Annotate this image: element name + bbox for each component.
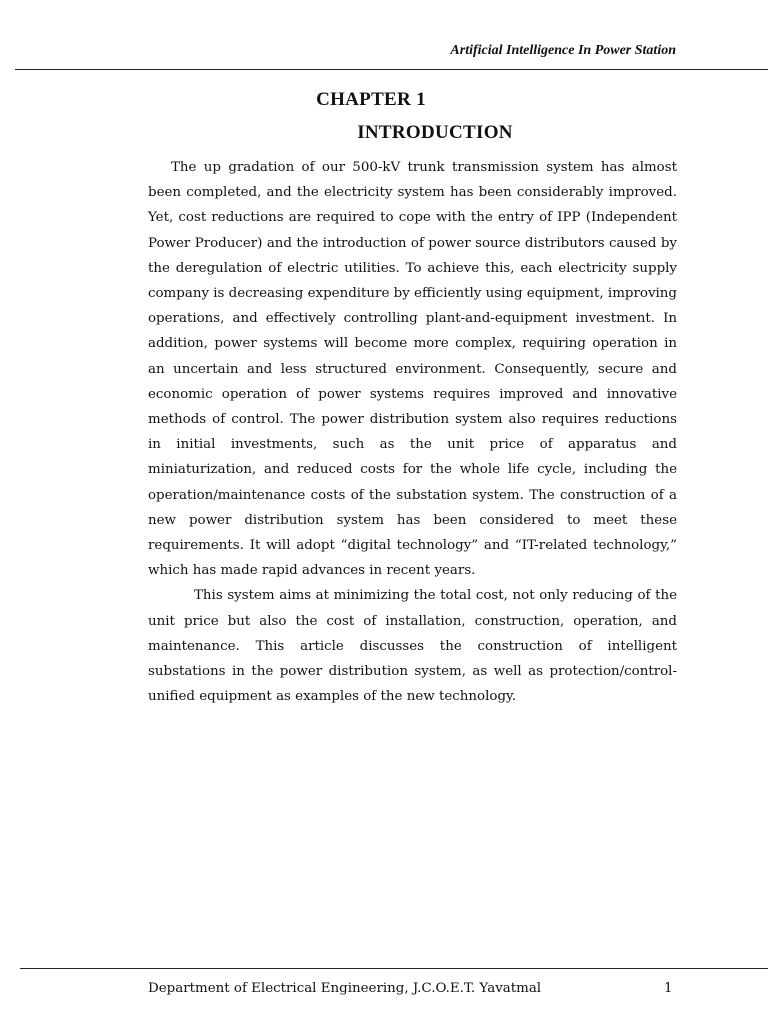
paragraph-2: This system aims at minimizing the total cost, not only reducing of the unit price but also the cost of installation, construction, operation, and maintenance. This article discusses the construction of intelligent substations in the power distribution system, as well as protection/control-unified equipment as examples of the new technology. (148, 588, 677, 705)
footer-department: Department of Electrical Engineering, J.C.O.E.T. Yavatmal (148, 981, 542, 996)
running-header-title: Artificial Intelligence In Power Station (450, 43, 676, 58)
chapter-label: CHAPTER 1 (316, 89, 426, 110)
footer-rule (20, 968, 768, 969)
chapter-title: INTRODUCTION (357, 122, 513, 143)
page-number: 1 (664, 981, 673, 996)
paragraph-1: The up gradation of our 500-kV trunk transmission system has almost been completed, and the electricity system has been considerably improved. Yet, cost reductions are required to cope with the entry of IPP (Independent Power Producer) and the introduction of power source distributors caused by the deregulation of electric utilities. To achieve this, each electricity supply company is decreasing expenditure by efficiently using equipment, improving operations, and effectively controlling plant-and-equipment investment. In addition, power systems will become more complex, requiring operation in an uncertain and less structured environment. Consequently, secure and economic operation of power systems requires improved and innovative methods of control. The power distribution system also requires reductions in initial investments, such as the unit price of apparatus and miniaturization, and reduced costs for the whole life cycle, including the operation/maintenance costs of the substation system. The construction of a new power distribution system has been considered to meet these requirements. It will adopt “digital technology” and “IT-related technology,” which has made rapid advances in recent years. (148, 160, 677, 579)
header-rule (15, 69, 768, 70)
body-text (148, 155, 677, 709)
